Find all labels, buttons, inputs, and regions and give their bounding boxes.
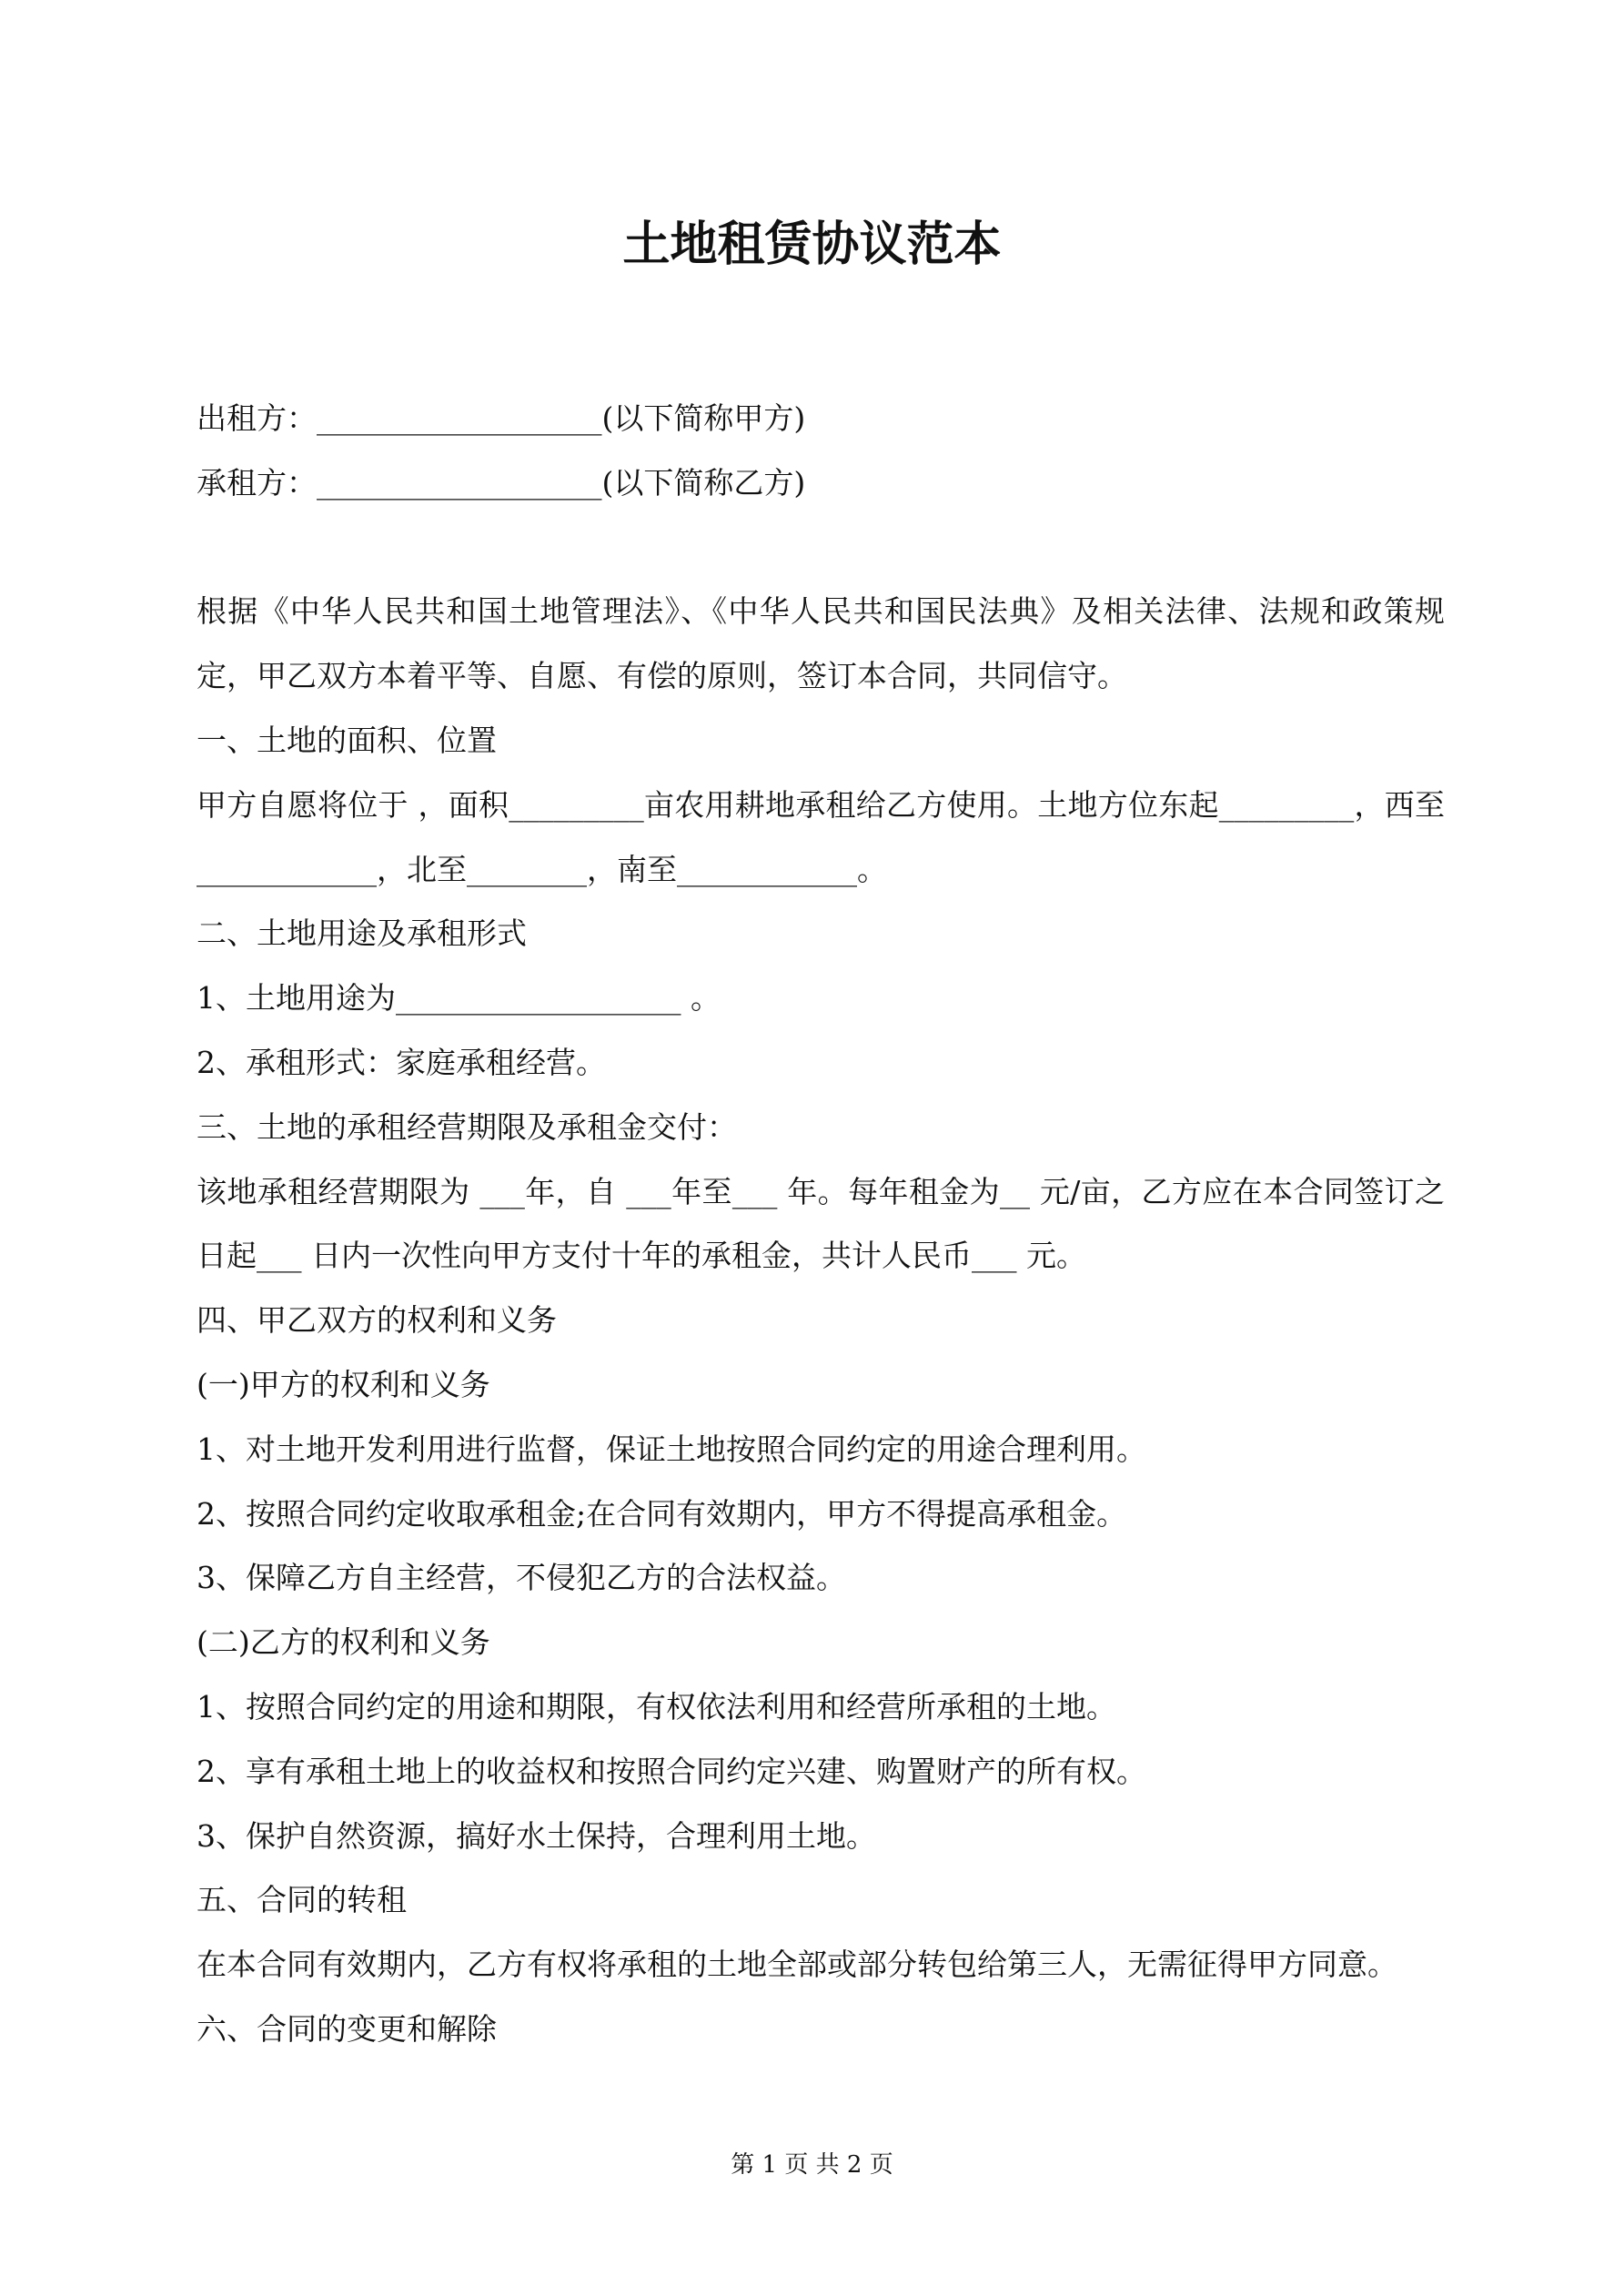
paragraph: 2、按照合同约定收取承租金;在合同有效期内，甲方不得提高承租金。 [197,1495,1127,1532]
document-title: 土地租赁协议范本 [622,217,1002,272]
section-heading: 一、土地的面积、位置 [197,722,497,758]
paragraph: 2、享有承租土地上的收益权和按照合同约定兴建、购置财产的所有权。 [197,1753,1146,1789]
paragraph: 该地承租经营期限为 ___年，自 ___年至___ 年。每年租金为__ 元/亩，乙方应在本合同签订之日起___ 日内一次性向甲方支付十年的承租金，共计人民币___ 元。 [197,1173,1445,1274]
page-footer: 第 1 页 共 2 页 [731,2151,893,2179]
paragraph: 甲方自愿将位于 ，面积_________亩农用耕地承租给乙方使用。土地方位东起_________，西至____________，北至________，南至____________。 [197,786,1445,887]
lessee-line: 承租方：___________________(以下简称乙方) [197,464,806,501]
document-body [197,387,1445,2062]
paragraph: 1、按照合同约定的用途和期限，有权依法利用和经营所承租的土地。 [197,1688,1116,1725]
section-heading: 五、合同的转租 [197,1882,407,1918]
section-heading: 四、甲乙双方的权利和义务 [197,1302,557,1339]
section-heading: 三、土地的承租经营期限及承租金交付： [197,1108,737,1145]
paragraph: 在本合同有效期内，乙方有权将承租的土地全部或部分转包给第三人，无需征得甲方同意。 [197,1947,1397,1983]
paragraph: 1、对土地开发利用进行监督，保证土地按照合同约定的用途合理利用。 [197,1431,1146,1467]
section-heading: 二、土地用途及承租形式 [197,915,527,952]
paragraph: 1、土地用途为___________________ 。 [197,980,721,1017]
subsection-heading: (一)甲方的权利和义务 [197,1366,490,1402]
subsection-heading: (二)乙方的权利和义务 [197,1624,490,1661]
paragraph: 3、保障乙方自主经营，不侵犯乙方的合法权益。 [197,1560,846,1596]
lessor-line: 出租方：___________________(以下简称甲方) [197,400,806,436]
preamble: 根据《中华人民共和国土地管理法》、《中华人民共和国民法典》及相关法律、法规和政策规定，甲乙双方本着平等、自愿、有偿的原则，签订本合同，共同信守。 [197,593,1445,694]
paragraph: 2、承租形式：家庭承租经营。 [197,1044,606,1080]
section-heading: 六、合同的变更和解除 [197,2010,497,2047]
paragraph: 3、保护自然资源，搞好水土保持，合理利用土地。 [197,1817,876,1854]
